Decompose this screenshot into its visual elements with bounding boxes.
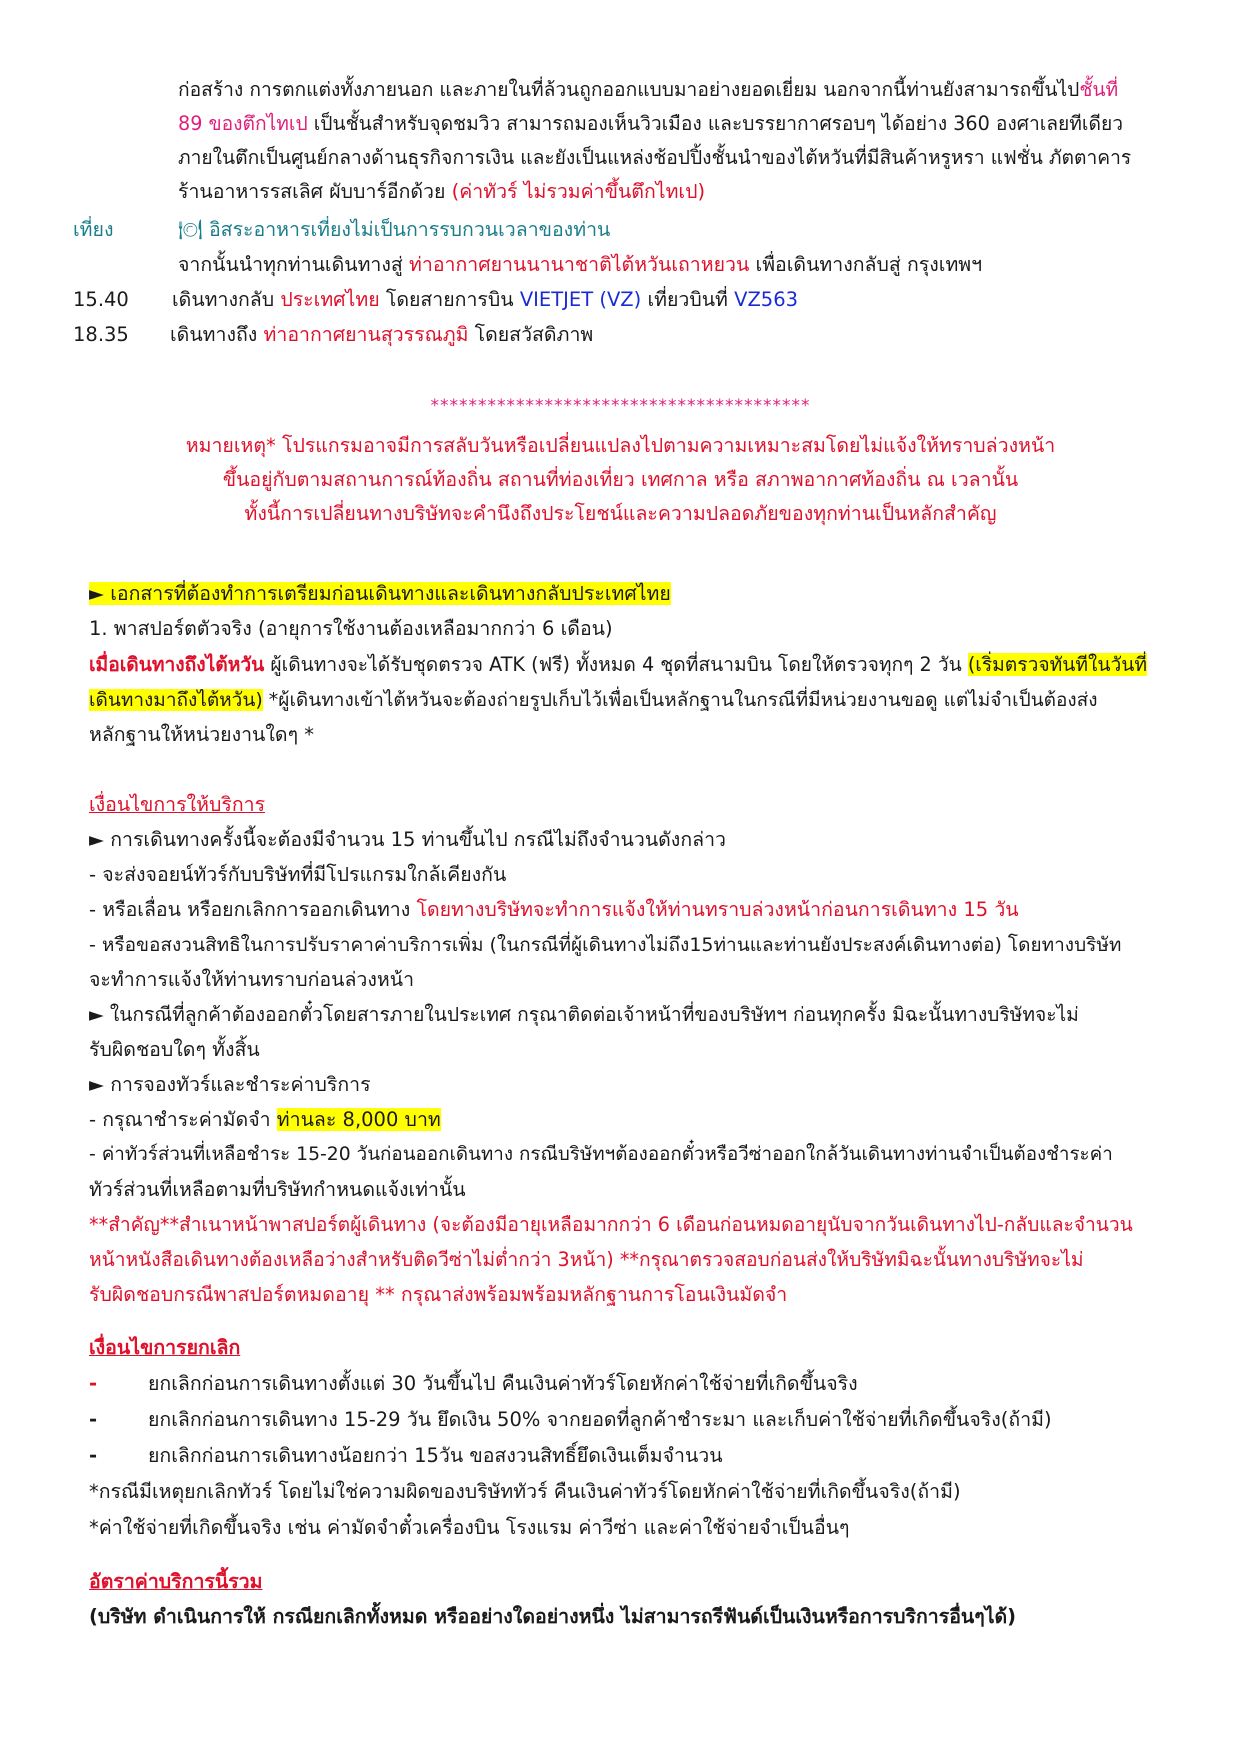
text: โดยสายการบิน (379, 288, 520, 311)
highlight-text: ชั้นที่ (1079, 78, 1119, 101)
time-label: เที่ยง (73, 218, 114, 241)
emphasis-text: เมื่อเดินทางถึงไต้หวัน (89, 653, 265, 676)
airport-name: ท่าอากาศยานสุวรรณภูมิ (263, 323, 469, 346)
airline-name: VIETJET (VZ) (519, 288, 642, 311)
paragraph-line (178, 174, 705, 210)
included-note: (บริษัท ดำเนินการให้ กรณียกเลิกทั้งหมด หรืออย่างใดอย่างหนึ่ง ไม่สามารถรีฟันด์เป็นเงินหรือการบริการอื่นๆได้) (89, 1605, 1017, 1628)
arrival-line (170, 317, 593, 353)
bullet-dash: - (89, 1372, 98, 1395)
service-line: - หรือขอสงวนสิทธิในการปรับราคาค่าบริการเพิ่ม (ในกรณีที่ผู้เดินทางไม่ถึง15ท่านและท่านยังประสงค์เดินทางต่อ) โดยทางบริษัท (89, 934, 1122, 956)
service-line: ► ในกรณีที่ลูกค้าต้องออกตั๋วโดยสารภายในประเทศ กรุณาติดต่อเจ้าหน้าที่ของบริษัทฯ ก่อนทุกครั้ง มิฉะนั้นทางบริษัทจะไม่ (89, 1003, 1079, 1026)
text: เป็นชั้นสำหรับจุดชมวิว สามารถมองเห็นวิวเมือง และบรรยากาศรอบๆ ได้อย่าง 360 องศาเลยทีเดียว (307, 112, 1123, 135)
important-line: รับผิดชอบกรณีพาสปอร์ตหมดอายุ ** กรุณาส่งพร้อมพร้อมหลักฐานการโอนเงินมัดจำ (89, 1283, 788, 1306)
service-line: ทัวร์ส่วนที่เหลือตามที่บริษัทกำหนดแจ้งเท่านั้น (89, 1178, 466, 1201)
text: จากนั้นนำทุกท่านเดินทางสู่ (178, 253, 410, 276)
text: เดินทางถึง (170, 323, 264, 346)
deposit-amount: ท่านละ 8,000 บาท (276, 1108, 441, 1131)
highlight-text: (เริ่มตรวจทันทีในวันที่ (967, 653, 1148, 676)
cancel-item: ยกเลิกก่อนการเดินทางตั้งแต่ 30 วันขึ้นไป คืนเงินค่าทัวร์โดยหักค่าใช้จ่ายที่เกิดขึ้นจริง (148, 1372, 858, 1395)
country-name: ประเทศไทย (280, 288, 380, 311)
time-label: 15.40 (73, 288, 129, 311)
bullet-dash: - (89, 1444, 98, 1467)
notice-line: ขึ้นอยู่กับตามสถานการณ์ท้องถิ่น สถานที่ท่องเที่ยว เทศกาล หรือ สภาพอากาศท้องถิ่น ณ เวลานั้น (222, 468, 1019, 491)
highlighted-heading: ► เอกสารที่ต้องทำการเตรียมก่อนเดินทางและเดินทางกลับประเทศไทย (89, 582, 671, 605)
text: *ผู้เดินทางเข้าไต้หวันจะต้องถ่ายรูปเก็บไว้เพื่อเป็นหลักฐานในกรณีที่มีหน่วยงานขอดู แต่ไม่จำเป็นต้องส่ง (262, 689, 1098, 711)
note-text: (ค่าทัวร์ ไม่รวมค่าขึ้นตึกไทเป) (451, 180, 706, 203)
cancel-note: *ค่าใช้จ่ายที่เกิดขึ้นจริง เช่น ค่ามัดจำตั๋วเครื่องบิน โรงแรม ค่าวีซ่า และค่าใช้จ่ายจำเป็นอื่นๆ (89, 1516, 850, 1539)
text: ร้านอาหารรสเลิศ ผับบาร์อีกด้วย (178, 180, 452, 203)
airport-name: ท่าอากาศยานนานาชาติไต้หวันเถาหยวน (409, 253, 750, 276)
text: เพื่อเดินทางกลับสู่ กรุงเทพฯ (749, 253, 983, 276)
section-heading (89, 576, 671, 612)
service-line: จะทำการแจ้งให้ท่านทราบก่อนล่วงหน้า (89, 968, 415, 991)
cancel-note: *กรณีมีเหตุยกเลิกทัวร์ โดยไม่ใช่ความผิดของบริษัททัวร์ คืนเงินค่าทัวร์โดยหักค่าใช้จ่ายที่เกิดขึ้นจริง(ถ้ามี) (89, 1480, 961, 1503)
text: เที่ยวบินที่ (641, 288, 735, 311)
paragraph-line (178, 72, 1118, 108)
cancel-item: ยกเลิกก่อนการเดินทาง 15-29 วัน ยึดเงิน 50% จากยอดที่ลูกค้าชำระมา และเก็บค่าใช้จ่ายที่เกิดขึ้นจริง(ถ้ามี) (148, 1408, 1052, 1431)
text: ก่อสร้าง การตกแต่งทั้งภายนอก และภายในที่ล้วนถูกออกแบบมาอย่างยอดเยี่ยม นอกจากนี้ท่านยังสามารถขึ้นไป (178, 78, 1080, 101)
note-text: โดยทางบริษัทจะทำการแจ้งให้ท่านทราบล่วงหน้าก่อนการเดินทาง 15 วัน (416, 898, 1019, 921)
notice-line: ทั้งนี้การเปลี่ยนทางบริษัทจะคำนึงถึงประโยชน์และความปลอดภัยของทุกท่านเป็นหลักสำคัญ (244, 502, 997, 525)
separator-stars: **************************************** (430, 396, 811, 416)
text: - หรือเลื่อน หรือยกเลิกการออกเดินทาง (89, 898, 417, 921)
highlight-text: 89 ของตึกไทเป (178, 112, 308, 135)
atk-line (89, 682, 1098, 718)
service-line: ► การจองทัวร์และชำระค่าบริการ (89, 1073, 371, 1096)
text: ผู้เดินทางจะได้รับชุดตรวจ ATK (ฟรี) ทั้งหมด 4 ชุดที่สนามบิน โดยให้ตรวจทุกๆ 2 วัน (264, 653, 968, 676)
text: เดินทางกลับ (172, 288, 281, 311)
transfer-line (178, 247, 982, 283)
time-label: 18.35 (73, 323, 129, 346)
highlight-text: เดินทางมาถึงไต้หวัน) (89, 689, 263, 711)
doc-item: 1. พาสปอร์ตตัวจริง (อายุการใช้งานต้องเหลือมากกว่า 6 เดือน) (89, 617, 613, 640)
meal-icon: 🍽 (178, 218, 203, 241)
flight-number: VZ563 (734, 288, 799, 311)
section-heading: เงื่อนไขการยกเลิก (89, 1336, 241, 1359)
important-line: **สำคัญ**สำเนาหน้าพาสปอร์ตผู้เดินทาง (จะต้องมีอายุเหลือมากกว่า 6 เดือนก่อนหมดอายุนับจากวันเดินทางไป-กลับและจำนวน (89, 1213, 1133, 1236)
meal-line (178, 212, 610, 248)
service-line: - จะส่งจอยน์ทัวร์กับบริษัทที่มีโปรแกรมใกล้เคียงกัน (89, 863, 507, 886)
paragraph-line: ภายในตึกเป็นศูนย์กลางด้านธุรกิจการเงิน และยังเป็นแหล่งช้อปปิ้งชั้นนำของไต้หวันที่มีสินค้าหรูหรา แฟชั่น ภัตตาคาร (178, 146, 1132, 169)
service-line (89, 1102, 441, 1138)
bullet-dash: - (89, 1408, 98, 1431)
notice-line: หมายเหตุ* โปรแกรมอาจมีการสลับวันหรือเปลี่ยนแปลงไปตามความเหมาะสมโดยไม่แจ้งให้ทราบล่วงหน้า (185, 434, 1056, 457)
meal-text: อิสระอาหารเที่ยงไม่เป็นการรบกวนเวลาของท่าน (202, 218, 611, 241)
atk-line: หลักฐานให้หน่วยงานใดๆ * (89, 723, 314, 746)
departure-line (172, 282, 798, 318)
important-line: หน้าหนังสือเดินทางต้องเหลือว่างสำหรับติดวีซ่าไม่ต่ำกว่า 3หน้า) **กรุณาตรวจสอบก่อนส่งให้บริษัทมิฉะนั้นทางบริษัทจะไม่ (89, 1248, 1084, 1271)
section-heading: เงื่อนไขการให้บริการ (89, 793, 266, 816)
service-line (89, 892, 1019, 928)
paragraph-line (178, 106, 1123, 142)
service-line: รับผิดชอบใดๆ ทั้งสิ้น (89, 1038, 260, 1061)
cancel-item: ยกเลิกก่อนการเดินทางน้อยกว่า 15วัน ขอสงวนสิทธิ์ยึดเงินเต็มจำนวน (148, 1444, 723, 1467)
text: - กรุณาชำระค่ามัดจำ (89, 1108, 277, 1131)
service-line: ► การเดินทางครั้งนี้จะต้องมีจำนวน 15 ท่านขึ้นไป กรณีไม่ถึงจำนวนดังกล่าว (89, 828, 726, 851)
service-line: - ค่าทัวร์ส่วนที่เหลือชำระ 15-20 วันก่อนออกเดินทาง กรณีบริษัทฯต้องออกตั๋วหรือวีซ่าออกใกล้วันเดินทางท่านจำเป็นต้องชำระค่า (89, 1144, 1113, 1165)
section-heading: อัตราค่าบริการนี้รวม (89, 1570, 263, 1593)
atk-line (89, 647, 1147, 683)
text: โดยสวัสดิภาพ (468, 323, 594, 346)
